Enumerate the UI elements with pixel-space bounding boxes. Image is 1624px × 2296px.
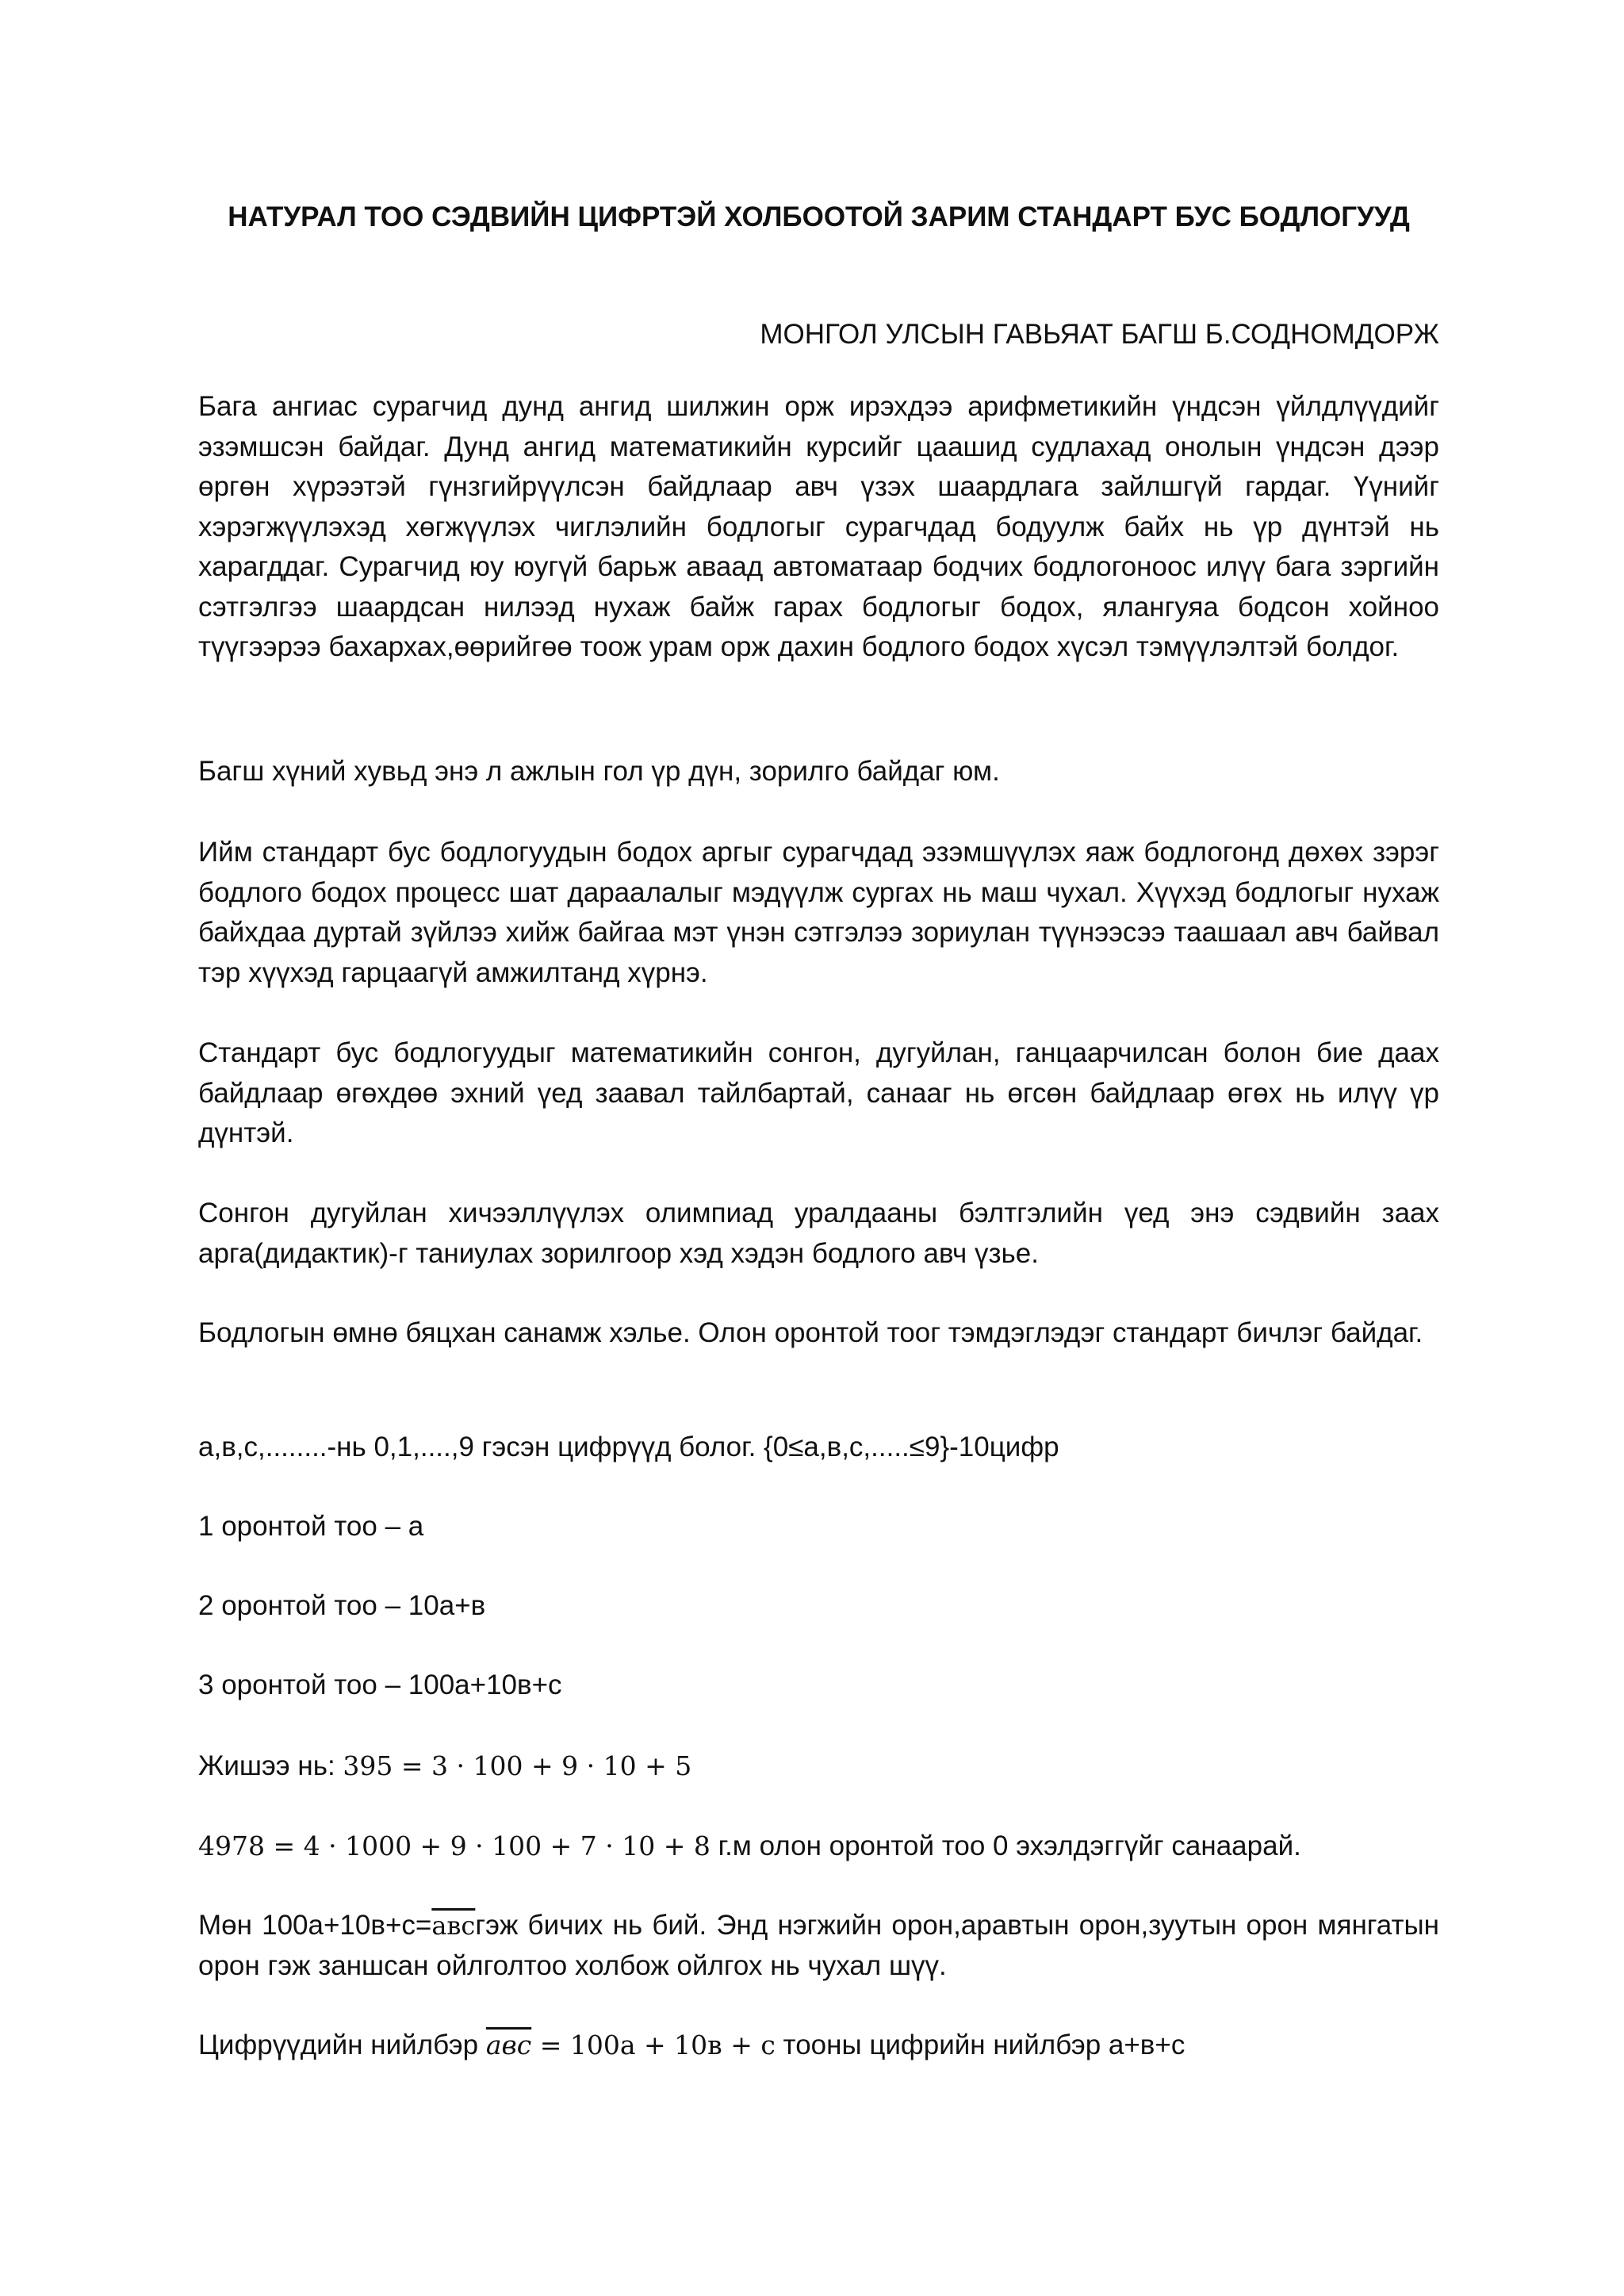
sum-overline-number: авс bbox=[485, 2030, 532, 2060]
example2-text: г.м олон оронтой тоо 0 эхэлдэггүйг санаарай. bbox=[710, 1830, 1301, 1861]
example-label: Жишээ нь: bbox=[198, 1750, 335, 1781]
example-line bbox=[198, 1746, 1439, 1786]
digits-definition: а,в,с,........-нь 0,1,....,9 гэсэн цифрүүд болог. {0≤а,в,с,.....≤9}-10цифр bbox=[198, 1432, 1059, 1462]
example-formula: 395 = 3 · 100 + 9 · 10 + 5 bbox=[343, 1750, 692, 1781]
mon-rest: гэж бичих нь бий. Энд нэгжийн орон,аравтын орон,зуутын орон мянгатын орон гэж заншсан ойлголтоо холбож ойлгох нь чухал шүү. bbox=[198, 1910, 1439, 1981]
two-digit-line: 2 оронтой тоо – 10а+в bbox=[198, 1590, 486, 1621]
mon-overline-number: авс bbox=[431, 1911, 476, 1941]
paragraph-notation: Бодлогын өмнө бяцхан санамж хэлье. Олон оронтой тоог тэмдэглэдэг стандарт бичлэг байдаг. bbox=[198, 1317, 1423, 1348]
three-digit-line: 3 оронтой тоо – 100а+10в+с bbox=[198, 1669, 562, 1700]
paragraph-goal: Багш хүний хувьд энэ л ажлын гол үр дүн, зорилго байдаг юм. bbox=[198, 756, 1000, 787]
mon-prefix: Мөн 100а+10в+с= bbox=[198, 1910, 432, 1941]
author-line: МОНГОЛ УЛСЫН ГАВЬЯАТ БАГШ Б.СОДНОМДОРЖ bbox=[760, 319, 1439, 350]
paragraph-mon bbox=[198, 1906, 1439, 1986]
document-title: НАТУРАЛ ТОО СЭДВИЙН ЦИФРТЭЙ ХОЛБООТОЙ ЗАРИМ СТАНДАРТ БУС БОДЛОГУУД bbox=[228, 201, 1410, 232]
example2-line bbox=[198, 1826, 1439, 1866]
paragraph-intro: Бага ангиас сурагчид дунд ангид шилжин орж ирэхдээ арифметикийн үндсэн үйлдлүүдийг эзэмшсэн байдаг. Дунд ангид математикийн курсийг цаашид судлахад онолын үндсэн дээр өргөн хүрээтэй гүнзгийрүүлсэн байдлаар авч үзэх шаардлага зайлшгүй гардаг. Үүнийг хэрэгжүүлэхэд хөгжүүлэх чиглэлийн бодлогыг сурагчдад бодуулж байх нь үр дүнтэй нь харагддаг. Сурагчид юу юугүй барьж аваад автоматаар бодчих бодлогоноос илүү бага зэргийн сэтгэлгээ шаардсан нилээд нухаж байж гарах бодлогыг бодох, ялангуяа бодсон хойноо түүгээрээ бахархах,өөрийгөө тоож урам орж дахин бодлого бодох хүсэл тэмүүлэлтэй болдог. bbox=[198, 391, 1439, 662]
example2-formula: 4978 = 4 · 1000 + 9 · 100 + 7 · 10 + 8 bbox=[198, 1830, 710, 1861]
sum-prefix: Цифрүүдийн нийлбэр bbox=[198, 2030, 486, 2060]
one-digit-line: 1 оронтой тоо – а bbox=[198, 1511, 424, 1542]
paragraph-method: Ийм стандарт бус бодлогуудын бодох аргыг сурагчдад эзэмшүүлэх яаж бодлогонд дөхөх зэрэг бодлого бодох процесс шат дараалалыг мэдүүлж сургах нь маш чухал. Хүүхэд бодлогыг нухаж байхдаа дуртай зүйлээ хийж байгаа мэт үнэн сэтгэлээ зориулан түүнээсээ таашаал авч байвал тэр хүүхэд гарцаагүй амжилтанд хүрнэ. bbox=[198, 837, 1439, 988]
paragraph-usage: Стандарт бус бодлогуудыг математикийн сонгон, дугуйлан, ганцаарчилсан болон бие даах байдлаар өгөхдөө эхний үед заавал тайлбартай, санааг нь өгсөн байдлаар өгөх нь илүү үр дүнтэй. bbox=[198, 1037, 1439, 1148]
digit-sum-line bbox=[198, 2026, 1439, 2065]
paragraph-olympiad: Сонгон дугуйлан хичээллүүлэх олимпиад уралдааны бэлтгэлийн үед энэ сэдвийн заах арга(дидактик)-г таниулах зорилгоор хэд хэдэн бодлого авч үзье. bbox=[198, 1198, 1439, 1269]
sum-formula: = 100а + 10в + с bbox=[531, 2030, 776, 2060]
sum-rest: тооны цифрийн нийлбэр а+в+с bbox=[775, 2030, 1185, 2060]
